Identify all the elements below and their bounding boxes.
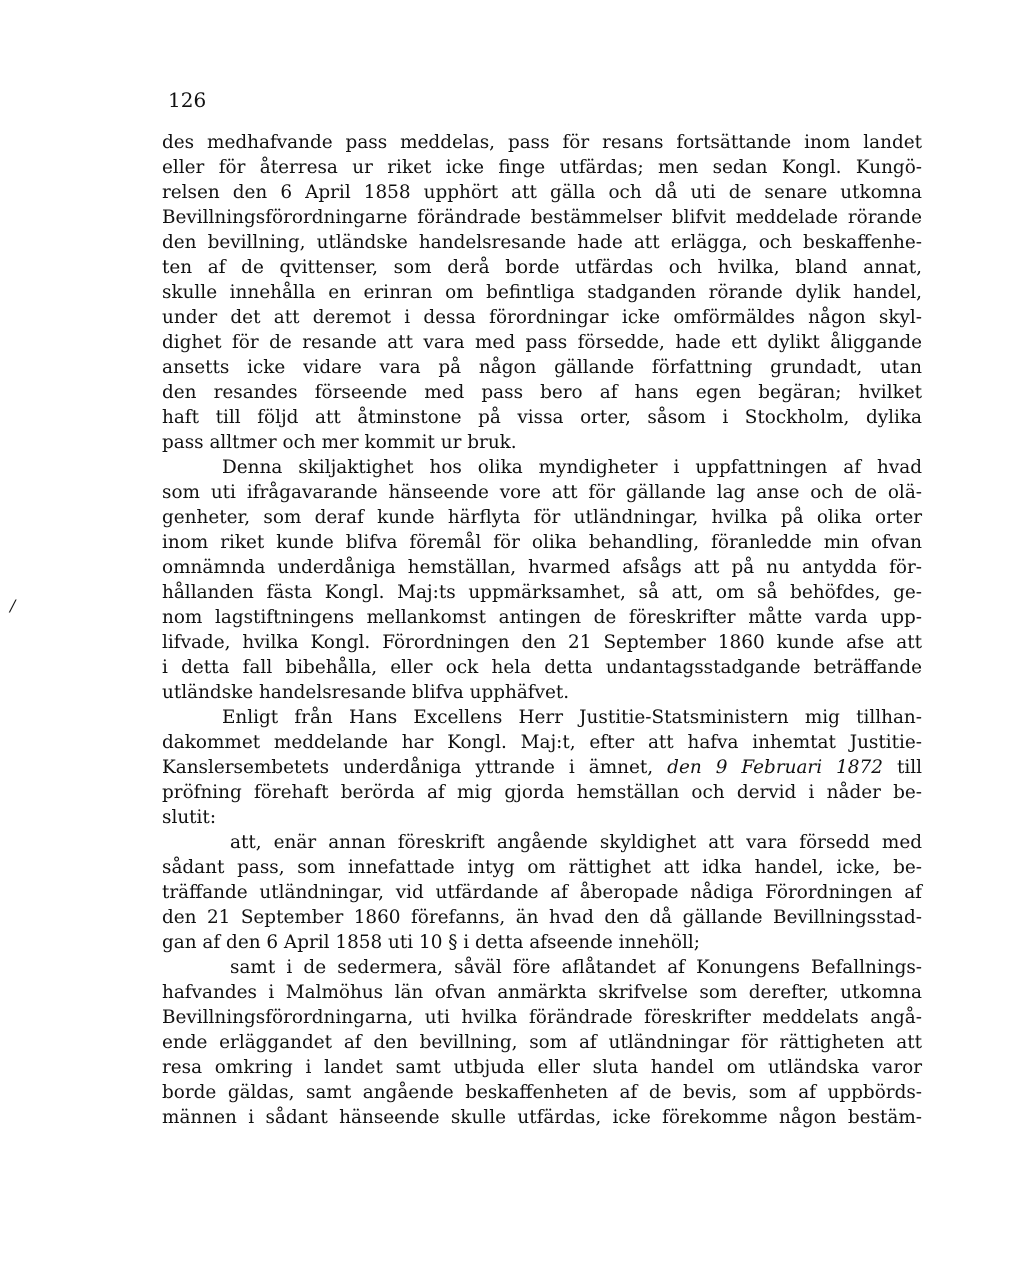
text-line: hållanden fästa Kongl. Maj:ts uppmärksamhet, så att, om så behöfdes, ge- [162, 582, 922, 603]
text-line: resa omkring i landet samt utbjuda eller sluta handel om utländska varor [162, 1057, 922, 1078]
text-line: pröfning förehaft berörda af mig gjorda hemställan och dervid i nåder be- [162, 782, 922, 803]
text-line: pass alltmer och mer kommit ur bruk. [162, 432, 517, 453]
text-line: Bevillningsförordningarna, uti hvilka förändrade föreskrifter meddelats angå- [162, 1007, 922, 1028]
text-line: träffande utländningar, vid utfärdande af åberopade nådiga Förordningen af [162, 882, 922, 903]
text-line: som uti ifrågavarande hänseende vore att för gällande lag anse och de olä- [162, 482, 922, 503]
text-line: den 21 September 1860 förefanns, än hvad den då gällande Bevillningsstad- [162, 907, 922, 928]
text-line: i detta fall bibehålla, eller ock hela detta undantagsstadgande beträffande [162, 657, 922, 678]
text-line: Denna skiljaktighet hos olika myndigheter i uppfattningen af hvad [222, 457, 922, 478]
text-line: Enligt från Hans Excellens Herr Justitie-Statsministern mig tillhan- [222, 707, 922, 728]
text-line: hafvandes i Malmöhus län ofvan anmärkta skrifvelse som derefter, utkomna [162, 982, 922, 1003]
text-line: slutit: [162, 807, 217, 828]
margin-mark: / [10, 596, 16, 615]
text-segment: Kanslersembetets underdåniga yttrande i ämnet, [162, 757, 654, 778]
text-line: den resandes förseende med pass bero af hans egen begäran; hvilket [162, 382, 922, 403]
text-line: under det att deremot i dessa förordningar icke omförmäldes någon skyl- [162, 307, 922, 328]
text-line: ten af de qvittenser, som derå borde utfärdas och hvilka, bland annat, [162, 257, 922, 278]
text-line: männen i sådant hänseende skulle utfärdas, icke förekomme någon bestäm- [162, 1107, 922, 1128]
text-line [162, 755, 922, 780]
text-line: sådant pass, som innefattade intyg om rättighet att idka handel, icke, be- [162, 857, 922, 878]
text-line: borde gäldas, samt angående beskaffenheten af de bevis, som af uppbörds- [162, 1082, 922, 1103]
text-line: utländske handelsresande blifva upphäfvet. [162, 682, 570, 703]
page-number: 126 [168, 88, 207, 112]
text-line: genheter, som deraf kunde härflyta för utländningar, hvilka på olika orter [162, 507, 922, 528]
text-line: inom riket kunde blifva föremål för olika behandling, föranledde min ofvan [162, 532, 922, 553]
text-line: lifvade, hvilka Kongl. Förordningen den 21 September 1860 kunde afse att [162, 632, 922, 653]
text-line: ende erläggandet af den bevillning, som af utländningar för rättigheten att [162, 1032, 922, 1053]
text-line: relsen den 6 April 1858 upphört att gälla och då uti de senare utkomna [162, 182, 922, 203]
text-line: samt i de sedermera, såväl före aflåtandet af Konungens Befallnings- [230, 957, 922, 978]
text-line: nom lagstiftningens mellankomst antingen de föreskrifter måtte varda upp- [162, 607, 922, 628]
text-line: des medhafvande pass meddelas, pass för resans fortsättande inom landet [162, 132, 922, 153]
italic-date: den 9 Februari 1872 [667, 757, 883, 778]
text-line: omnämnda underdåniga hemställan, hvarmed afsågs att på nu antydda för- [162, 557, 922, 578]
text-line: haft till följd att åtminstone på vissa orter, såsom i Stockholm, dylika [162, 407, 922, 428]
text-line: ansetts icke vidare vara på någon gällande författning grundadt, utan [162, 357, 922, 378]
text-line: eller för återresa ur riket icke finge utfärdas; men sedan Kongl. Kungö- [162, 157, 922, 178]
text-segment: till [896, 757, 922, 778]
text-line: den bevillning, utländske handelsresande hade att erlägga, och beskaffenhe- [162, 232, 922, 253]
text-line: att, enär annan föreskrift angående skyldighet att vara försedd med [230, 832, 922, 853]
text-line: dighet för de resande att vara med pass försedde, hade ett dylikt åliggande [162, 332, 922, 353]
text-line: gan af den 6 April 1858 uti 10 § i detta afseende innehöll; [162, 932, 700, 953]
text-line: skulle innehålla en erinran om befintliga stadganden rörande dylik handel, [162, 282, 922, 303]
text-line: dakommet meddelande har Kongl. Maj:t, efter att hafva inhemtat Justitie- [162, 732, 922, 753]
text-line: Bevillningsförordningarne förändrade bestämmelser blifvit meddelade rörande [162, 207, 922, 228]
